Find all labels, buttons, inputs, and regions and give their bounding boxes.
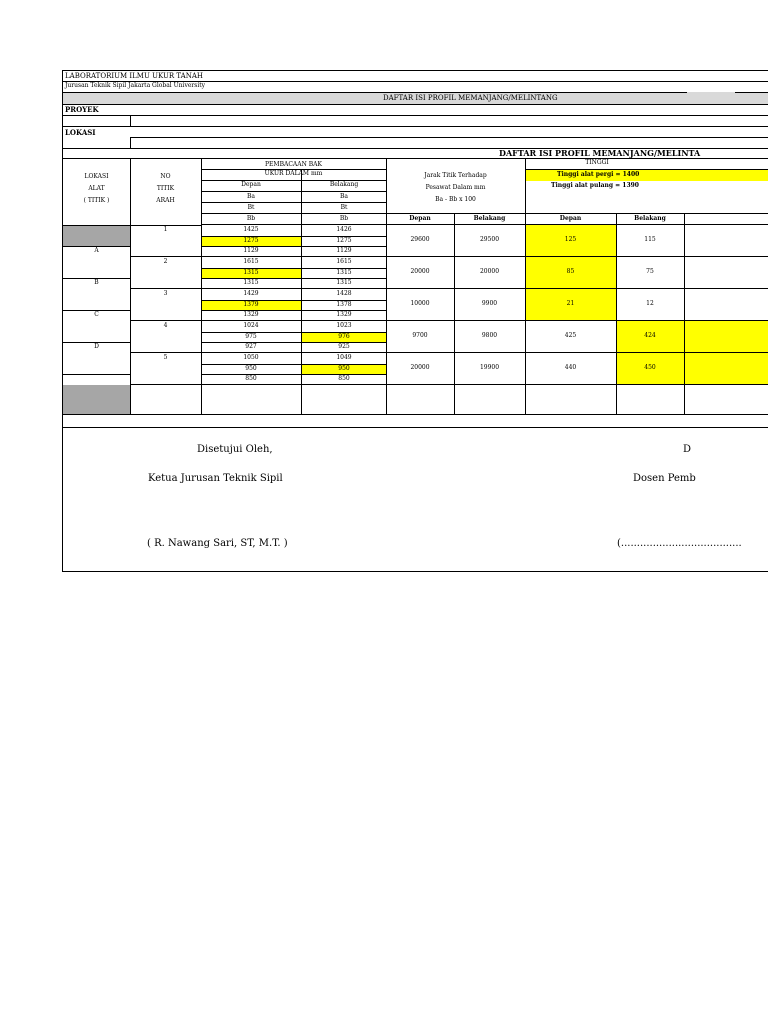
station-no: 3 — [163, 290, 168, 297]
location-b: B — [94, 279, 99, 286]
tinggi-pulang: Tinggi alat pulang = 1390 — [551, 182, 639, 189]
col-lokasi-header: LOKASI ALAT ( TITIK ) — [83, 173, 110, 204]
pembacaan-belakang-header: Belakang — [329, 181, 359, 188]
reading-cell: 1275 — [336, 237, 352, 244]
jarak-depan-header: Depan — [409, 215, 431, 222]
reading-cell: 1050 — [243, 354, 259, 361]
jarak-belakang: 29500 — [479, 236, 500, 243]
reading-cell: 1425 — [243, 226, 259, 233]
survey-sheet — [62, 70, 768, 572]
bt-depan-label: Bt — [247, 204, 255, 211]
sheet-overflow-band — [687, 92, 735, 103]
reading-cell: 1379 — [243, 301, 259, 308]
reading-cell: 1315 — [243, 269, 259, 276]
reading-cell: 925 — [338, 343, 350, 350]
tinggi-belakang: 115 — [644, 236, 656, 243]
ba-belakang-label: Ba — [340, 193, 348, 200]
station-no: 4 — [163, 322, 168, 329]
tinggi-depan-header: Depan — [559, 215, 582, 222]
jarak-belakang: 20000 — [479, 268, 500, 275]
tinggi-belakang-header: Belakang — [634, 215, 666, 222]
tinggi-depan: 21 — [566, 300, 575, 307]
reading-cell: 1129 — [336, 247, 352, 254]
tinggi-belakang: 424 — [644, 332, 656, 339]
bt-belakang-label: Bt — [340, 204, 348, 211]
reading-cell: 1378 — [336, 301, 352, 308]
location-a: A — [94, 247, 99, 254]
tinggi-depan: 440 — [564, 364, 577, 371]
col-jarak-header: Jarak Titik Terhadap Pesawat Dalam mm Ba - Bb x 100 — [424, 172, 487, 203]
reading-cell: 1429 — [243, 290, 259, 297]
lokasi-label: LOKASI — [65, 128, 96, 137]
reading-cell: 1315 — [336, 269, 352, 276]
tinggi-belakang: 12 — [646, 300, 654, 307]
jarak-depan: 9700 — [412, 332, 428, 339]
jarak-belakang: 9900 — [481, 300, 498, 307]
reading-cell: 1615 — [243, 258, 259, 265]
reading-cell: 1615 — [336, 258, 352, 265]
gray-cell-top — [63, 226, 130, 246]
bb-belakang-label: Bb — [339, 215, 349, 222]
proyek-label: PROYEK — [65, 105, 99, 114]
lab-name: LABORATORIUM ILMU UKUR TANAH — [65, 72, 204, 80]
reading-cell: 1426 — [336, 226, 352, 233]
location-d: D — [94, 343, 99, 350]
band-title: DAFTAR ISI PROFIL MEMANJANG/MELINTANG — [383, 94, 558, 102]
jarak-depan: 29600 — [410, 236, 430, 243]
reading-cell: 950 — [338, 365, 350, 372]
reading-cell: 976 — [338, 333, 350, 340]
approved-right-label: D — [683, 444, 692, 455]
university-name: Jurusan Teknik Sipil Jakarta Global University — [65, 82, 206, 89]
jarak-belakang: 9800 — [481, 332, 498, 339]
dosen-name: (...................................... — [617, 538, 742, 549]
ketua-title: Ketua Jurusan Teknik Sipil — [148, 473, 283, 484]
approved-label: Disetujui Oleh, — [197, 444, 273, 455]
reading-cell: 1329 — [336, 311, 352, 318]
reading-cell: 1315 — [243, 279, 259, 286]
reading-cell: 1315 — [336, 279, 352, 286]
main-title: DAFTAR ISI PROFIL MEMANJANG/MELINTA — [499, 148, 701, 158]
location-c: C — [94, 311, 99, 318]
reading-cell: 927 — [245, 343, 257, 350]
jarak-belakang-header: Belakang — [473, 215, 506, 222]
tinggi-belakang: 450 — [644, 364, 656, 371]
tinggi-depan: 125 — [564, 236, 577, 243]
gray-cell-bottom — [63, 385, 130, 414]
col-tinggi-header: TINGGI — [585, 159, 609, 166]
reading-cell: 975 — [245, 333, 257, 340]
reading-cell: 1428 — [336, 290, 352, 297]
tinggi-depan: 85 — [566, 268, 575, 275]
reading-cell: 1329 — [243, 311, 259, 318]
jarak-depan: 20000 — [410, 364, 430, 371]
reading-cell: 1275 — [243, 237, 259, 244]
ba-depan-label: Ba — [247, 193, 255, 200]
reading-cell: 850 — [338, 375, 350, 382]
station-no: 1 — [163, 226, 168, 233]
dosen-title: Dosen Pemb — [633, 473, 696, 484]
reading-cell: 1023 — [336, 322, 352, 329]
pembacaan-depan-header: Depan — [241, 181, 261, 188]
tinggi-depan: 425 — [564, 332, 577, 339]
bb-depan-label: Bb — [246, 215, 256, 222]
reading-cell: 850 — [245, 375, 257, 382]
station-no: 2 — [163, 258, 168, 265]
tinggi-belakang: 75 — [646, 268, 654, 275]
col-pembacaan-header: PEMBACAAN BAK UKUR DALAM mm — [264, 161, 323, 177]
ketua-name: ( R. Nawang Sari, ST, M.T. ) — [147, 538, 288, 549]
reading-cell: 1049 — [336, 354, 352, 361]
jarak-depan: 10000 — [410, 300, 430, 307]
tinggi-pergi: Tinggi alat pergi = 1400 — [557, 171, 640, 178]
reading-cell: 1024 — [243, 322, 259, 329]
jarak-depan: 20000 — [410, 268, 430, 275]
station-no: 5 — [163, 354, 168, 361]
reading-cell: 1129 — [243, 247, 259, 254]
col-no-header: NO TITIK ARAH — [156, 173, 175, 204]
jarak-belakang: 19900 — [479, 364, 500, 371]
reading-cell: 950 — [245, 365, 257, 372]
